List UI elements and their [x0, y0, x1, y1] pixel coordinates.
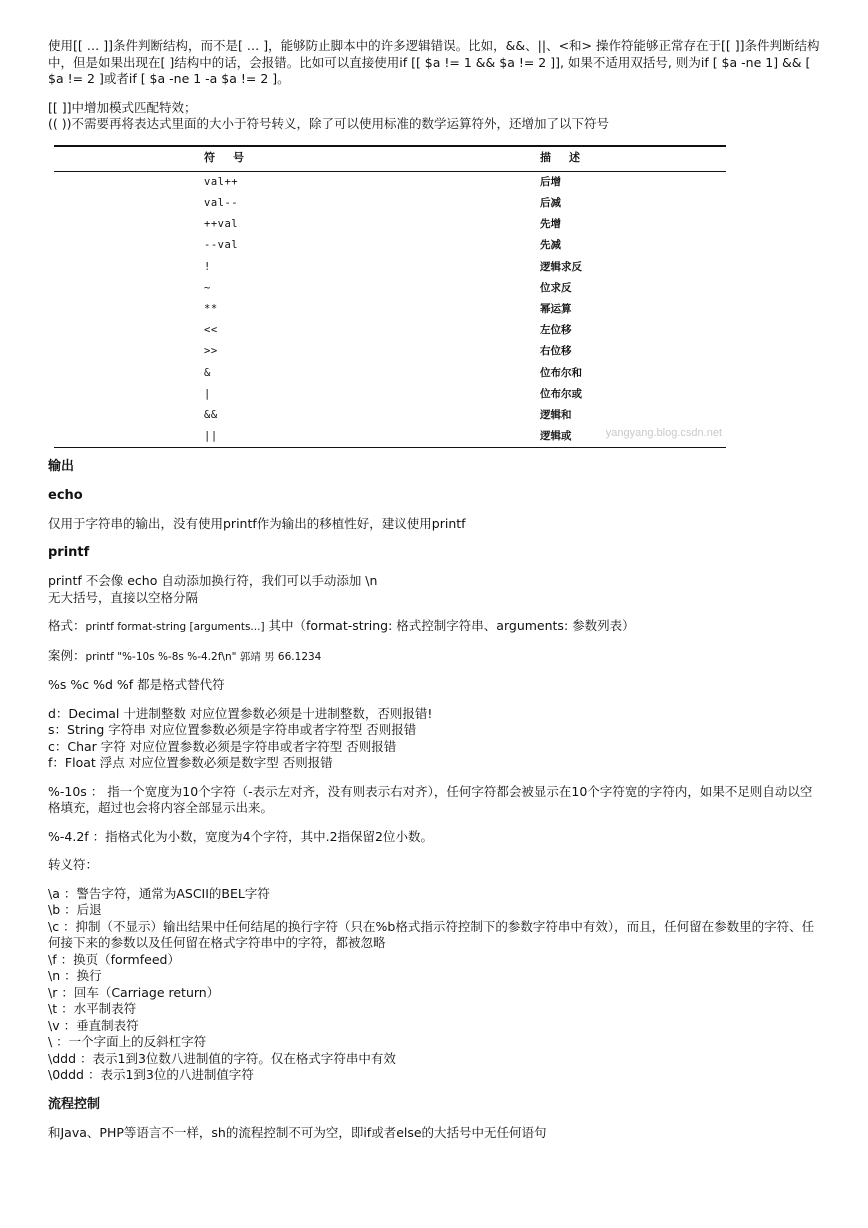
- format-line: [48, 618, 823, 636]
- operator-symbol: --val: [204, 239, 239, 252]
- table-row: [54, 193, 726, 214]
- header-description: 描述: [390, 146, 726, 172]
- escape-item: \ ：一个字面上的反斜杠字符: [48, 1034, 207, 1050]
- operator-description: 逻辑求反: [540, 260, 582, 273]
- double-paren-line: (( ))不需要再将表达式里面的大小于符号转义，除了可以使用标准的数学运算符外，还增加了以下符号: [48, 116, 609, 131]
- table-row: [54, 214, 726, 235]
- subheading-printf: printf: [48, 545, 90, 561]
- escape-item: \t ：水平制表符: [48, 1001, 137, 1017]
- example-line: [48, 648, 823, 666]
- table-row: [54, 235, 726, 256]
- escape-item: \ddd ：表示1到3位数八进制值的字符。仅在格式字符串中有效: [48, 1050, 396, 1066]
- table-row: [54, 341, 726, 362]
- specifiers-note: %s %c %d %f 都是格式替代符: [48, 677, 225, 693]
- operator-description: 后减: [540, 197, 561, 210]
- table-row: [54, 320, 726, 341]
- escape-item: \0ddd ：表示1到3位的八进制值字符: [48, 1067, 254, 1083]
- operator-description: 后增: [540, 175, 561, 188]
- operator-description: 右位移: [540, 345, 572, 358]
- subheading-echo: echo: [48, 487, 83, 503]
- escape-item: \r ：回车（Carriage return）: [48, 984, 220, 1000]
- operator-description: 逻辑和: [540, 408, 572, 421]
- operator-symbol: |: [204, 387, 211, 400]
- operator-symbol: &: [204, 366, 211, 379]
- section-heading-output: 输出: [48, 458, 75, 474]
- table-row: [54, 171, 726, 193]
- escape-list: [48, 886, 823, 1084]
- example-label: 案例：: [48, 647, 86, 663]
- operator-symbol: !: [204, 260, 211, 273]
- format-code: printf format-string [arguments...]: [85, 621, 265, 634]
- table-header-row: [54, 146, 726, 172]
- document-page: [48, 38, 823, 1141]
- operator-symbol: ++val: [204, 218, 239, 231]
- escape-item: \n ：换行: [48, 968, 102, 984]
- operator-table-body: [54, 171, 726, 447]
- printf-line-1: printf 不会像 echo 自动添加换行符，我们可以手动添加 \n: [48, 573, 378, 589]
- intro-paragraph: 使用[[ … ]]条件判断结构，而不是[ … ]，能够防止脚本中的许多逻辑错误。比如，&&、||、<和> 操作符能够正常存在于[[ ]]条件判断结构中，但是如果出现在[ ]结构中的话，会报错。比如可以直接使用if [[ $a != 1 && $a != 2 ]], 如果不适用双括号, 则为if [ $a -ne 1] && [ $a != 2 ]或者if [ $a -ne 1 -a $a != 2 ]。: [48, 38, 820, 86]
- escape-heading: 转义符：: [48, 857, 99, 873]
- float-note: %-4.2f ：指格式化为小数，宽度为4个字符，其中.2指保留2位小数。: [48, 828, 433, 844]
- escape-item: \c ：抑制（不显示）输出结果中任何结尾的换行字符（只在%b格式指示符控制下的参数字符串中有效），而且，任何留在参数里的字符、任何接下来的参数以及任何留在格式字符串中的字符，都被忽略: [48, 918, 815, 951]
- operator-symbol: >>: [204, 345, 218, 358]
- printf-line-2: 无大括号，直接以空格分隔: [48, 589, 199, 605]
- table-row: [54, 256, 726, 277]
- operator-description: 左位移: [540, 324, 572, 337]
- table-row: [54, 383, 726, 404]
- section-heading-flow: 流程控制: [48, 1096, 101, 1112]
- pattern-match-line: [[ ]]中增加模式匹配特效；: [48, 99, 197, 115]
- operator-description: 先减: [540, 239, 561, 252]
- operator-description: 位求反: [540, 281, 572, 294]
- operator-symbol: val++: [204, 175, 239, 188]
- escape-item: \v ：垂直制表符: [48, 1017, 139, 1033]
- table-row: [54, 362, 726, 383]
- table-row: [54, 299, 726, 320]
- escape-item: \a ：警告字符，通常为ASCII的BEL字符: [48, 885, 270, 901]
- operator-symbol: &&: [204, 408, 218, 421]
- operator-symbol: <<: [204, 324, 218, 337]
- operator-symbol: val--: [204, 197, 239, 210]
- operator-description: 先增: [540, 218, 561, 231]
- width-note: %-10s ： 指一个宽度为10个字符（-表示左对齐，没有则表示右对齐），任何字符都会被显示在10个字符宽的字符内，如果不足则自动以空格填充，超过也会将内容全部显示出来。: [48, 783, 813, 816]
- format-label: 格式：: [48, 618, 86, 634]
- header-symbol: 符号: [54, 146, 390, 172]
- spec-f: f：Float 浮点 对应位置参数必须是数字型 否则报错: [48, 755, 333, 771]
- flow-description: 和Java、PHP等语言不一样，sh的流程控制不可为空，即if或者else的大括号中无任何语句: [48, 1124, 547, 1140]
- operator-symbol: ||: [204, 430, 218, 443]
- operator-table-figure: [54, 145, 726, 448]
- spec-d: d：Decimal 十进制整数 对应位置参数必须是十进制整数，否则报错!: [48, 705, 433, 721]
- escape-item: \b ：后退: [48, 902, 102, 918]
- escape-item: \f ：换页（formfeed）: [48, 951, 180, 967]
- echo-description: 仅用于字符串的输出，没有使用printf作为输出的移植性好，建议使用printf: [48, 515, 466, 531]
- table-row: [54, 405, 726, 426]
- operator-description: 逻辑或: [540, 430, 572, 443]
- operator-description: 位布尔和: [540, 366, 582, 379]
- format-explanation: 其中（format-string: 格式控制字符串、arguments: 参数列表）: [264, 618, 635, 634]
- spec-s: s：String 字符串 对应位置参数必须是字符串或者字符型 否则报错: [48, 722, 417, 738]
- operator-table: [54, 145, 726, 448]
- spec-c: c：Char 字符 对应位置参数必须是字符串或者字符型 否则报错: [48, 738, 397, 754]
- operator-symbol: ~: [204, 281, 211, 294]
- operator-description: 位布尔或: [540, 387, 582, 400]
- table-row: [54, 277, 726, 298]
- watermark: yangyang.blog.csdn.net: [605, 427, 722, 440]
- operator-description: 幂运算: [540, 302, 572, 315]
- operator-symbol: **: [204, 302, 218, 315]
- example-code: printf "%-10s %-8s %-4.2f\n" 郭靖 男 66.1234: [85, 650, 322, 663]
